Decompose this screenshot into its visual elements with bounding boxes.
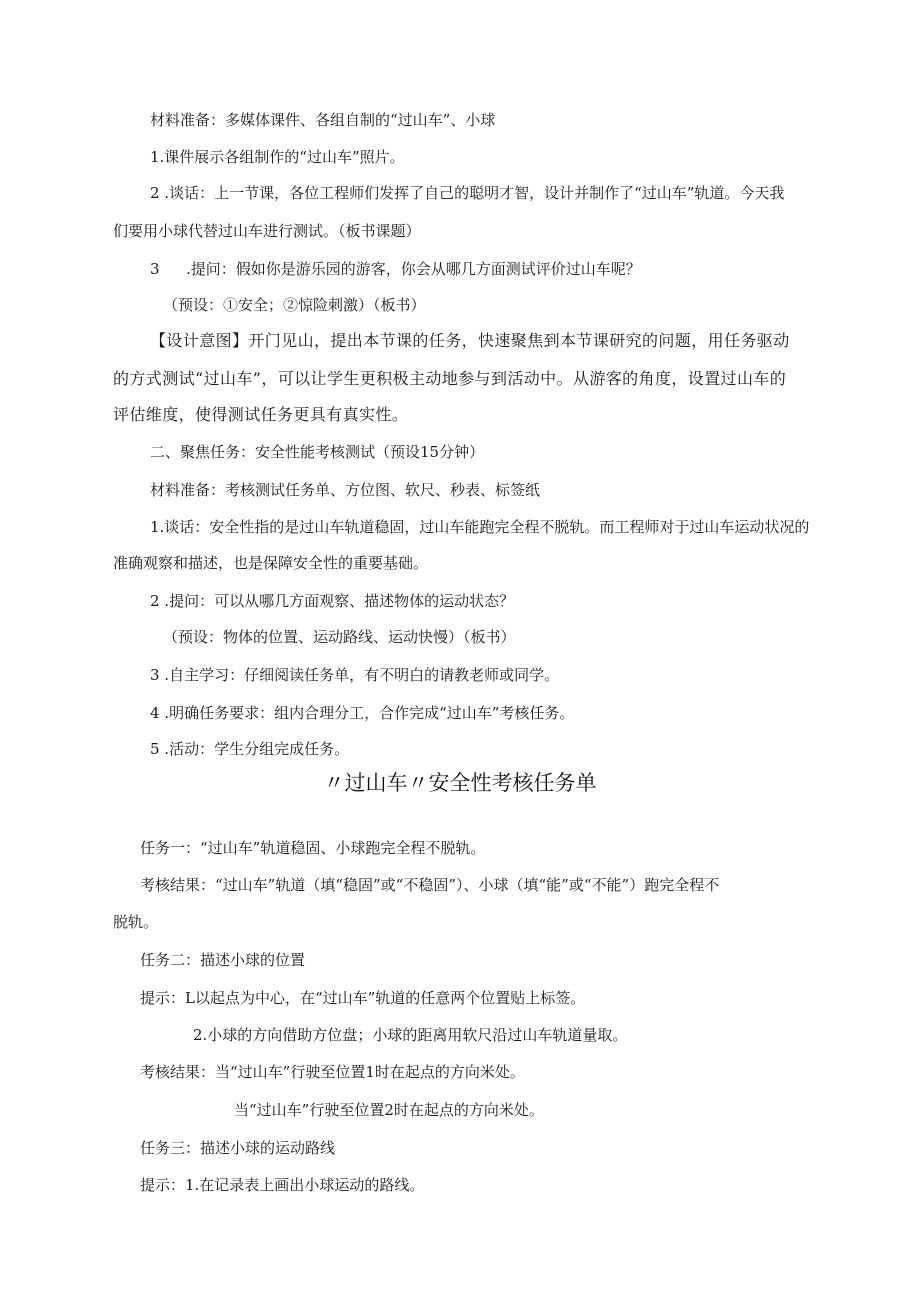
item-2-preset: （预设：物体的位置、运动路线、运动快慢）（板书） [163,628,516,646]
step-2-line-2: 们要用小球代替过山车进行测试。（板书课题） [113,222,421,240]
design-intent-line-3: 评估维度，使得测试任务更具有真实性。 [113,405,409,424]
item-5: 5 .活动：学生分组完成任务。 [150,740,350,758]
task-2-hint-2: 2.小球的方向借助方位盘；小球的距离用软尺沿过山车轨道量取。 [193,1026,628,1044]
task-sheet-title: 〃过山车〃安全性考核任务单 [323,771,597,795]
task-3-hint-1: 提示：1.在记录表上画出小球运动的路线。 [140,1176,425,1194]
item-2: 2 .提问：可以从哪几方面观察、描述物体的运动状态？ [150,592,515,610]
task-2-hint-1: 提示：L以起点为中心，在“过山车”轨道的任意两个位置贴上标签。 [140,989,586,1007]
design-intent-line-1: 【设计意图】开门见山，提出本节课的任务，快速聚焦到本节课研究的问题，用任务驱动 [150,331,790,350]
step-3-preset: （预设：①安全；②惊险刺激）（板书） [163,296,426,314]
task-1-result-line-2: 脱轨。 [113,913,159,931]
section-heading: 二、聚焦任务：安全性能考核测试（预设15分钟） [150,443,485,461]
step-3-number: 3 [150,260,160,278]
section-materials: 材料准备：考核测试任务单、方位图、软尺、秒表、标签纸 [150,481,541,499]
materials-line: 材料准备：多媒体课件、各组自制的“过山车”、小球 [150,111,496,129]
task-2-result-2: 当“过山车”行驶至位置2时在起点的方向米处。 [234,1101,544,1119]
task-1: 任务一：“过山车”轨道稳固、小球跑完全程不脱轨。 [140,839,486,857]
step-1: 1.课件展示各组制作的“过山车”照片。 [150,148,405,166]
task-2-result-1: 考核结果：当“过山车”行驶至位置1时在起点的方向米处。 [140,1063,525,1081]
task-1-result-line-1: 考核结果：“过山车”轨道（填“稳固”或“不稳固”）、小球（填“能”或“不能”）跑完全程不 [140,876,720,894]
task-2: 任务二：描述小球的位置 [140,951,306,969]
step-2-line-1: 2 .谈话：上一节课，各位工程师们发挥了自己的聪明才智，设计并制作了“过山车”轨道。今天我 [150,184,785,202]
design-intent-line-2: 的方式测试“过山车”，可以让学生更积极主动地参与到活动中。从游客的角度，设置过山车的 [113,369,787,388]
item-1-line-1: 1.谈话：安全性指的是过山车轨道稳固，过山车能跑完全程不脱轨。而工程师对于过山车运动状况的 [150,518,810,536]
task-3: 任务三：描述小球的运动路线 [140,1139,336,1157]
step-3-question: .提问：假如你是游乐园的游客，你会从哪几方面测试评价过山车呢？ [186,260,641,278]
item-3: 3 .自主学习：仔细阅读任务单，有不明白的请教老师或同学。 [150,666,560,684]
item-4: 4 .明确任务要求：组内合理分工，合作完成“过山车”考核任务。 [150,704,575,722]
item-1-line-2: 准确观察和描述，也是保障安全性的重要基础。 [113,554,429,572]
